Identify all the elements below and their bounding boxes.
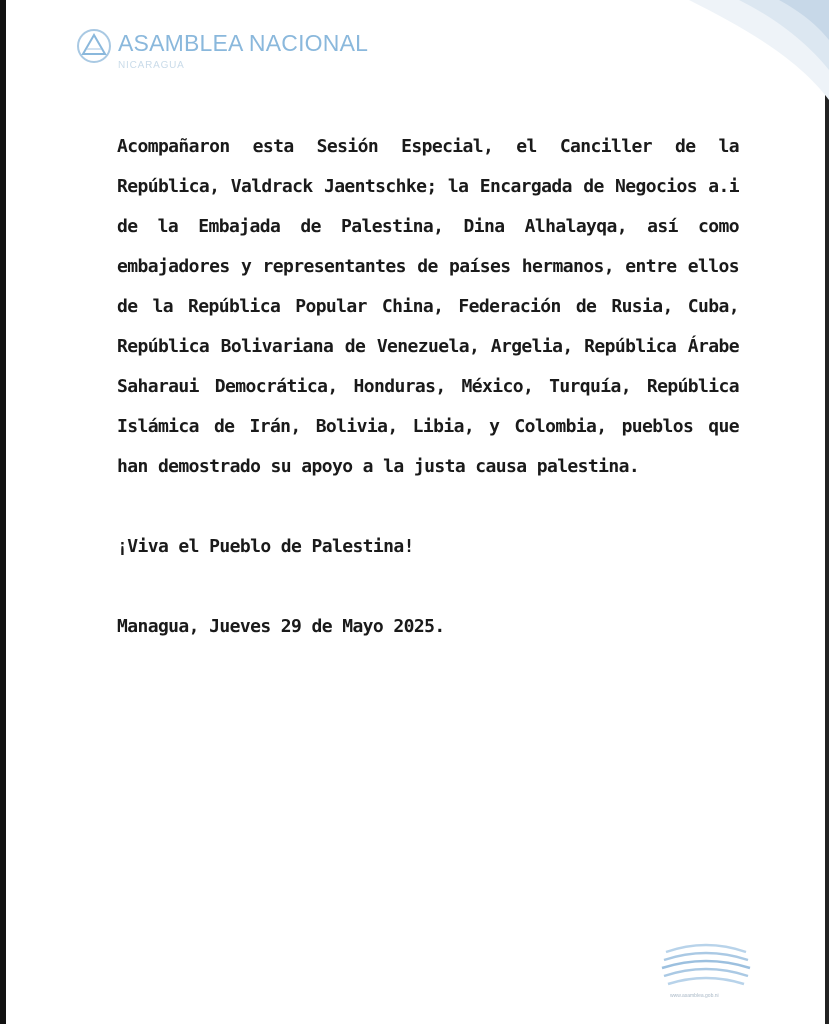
footer-url: www.asamblea.gob.ni: [670, 993, 719, 999]
statement-paragraph: Acompañaron esta Sesión Especial, el Canciller de la República, Valdrack Jaentschke; la Encargada de Negocios a.i de la Embajada de Palestina, Dina Alhalayqa, así como embajadores y representantes de países hermanos, entre ellos de la República Popular China, Federación de Rusia, Cuba, República Bolivariana de Venezuela, Argelia, República Árabe Saharaui Democrática, Honduras, México, Turquía, República Islámica de Irán, Bolivia, Libia, y Colombia, pueblos que han demostrado su apoyo a la justa causa palestina.: [117, 136, 739, 477]
scan-edge-left: [0, 0, 6, 1024]
organization-name: ASAMBLEA NACIONAL: [118, 30, 369, 56]
national-emblem-icon: [76, 28, 112, 64]
corner-swoosh-decoration: [629, 0, 829, 110]
dateline: Managua, Jueves 29 de Mayo 2025.: [117, 616, 445, 637]
organization-country: NICARAGUA: [118, 60, 185, 71]
closing-exclamation: ¡Viva el Pueblo de Palestina!: [117, 536, 414, 557]
statement-body: [117, 127, 739, 647]
scan-edge-right: [825, 0, 829, 1024]
header-logo: [76, 26, 456, 78]
paragraph-spacer: [117, 487, 739, 527]
paragraph-spacer: [117, 567, 739, 607]
